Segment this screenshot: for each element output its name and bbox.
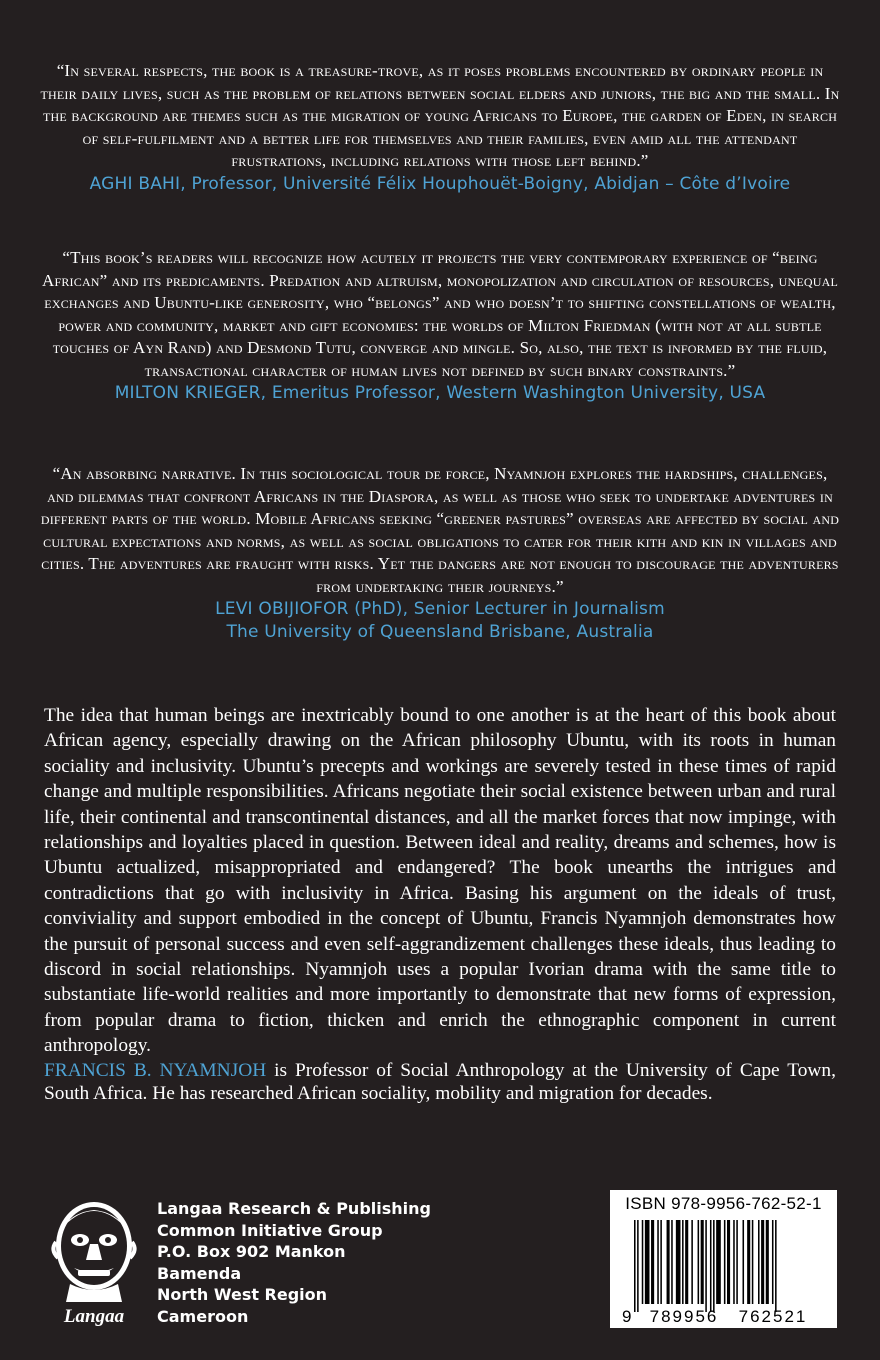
publisher-line: Langaa Research & Publishing: [157, 1199, 431, 1218]
quote-text: “This book’s readers will recognize how acutely it projects the very contemporary experience of “being African” and its predicaments. Predation and altruism, monopolization and circulation of resources, unequal exchanges and Ubuntu-like generosity, who “belongs” and who doesn’t to shifting constellations of wealth, power and community, market and gift economies: the worlds of Milton Friedman (with not at all subtle touches of Ayn Rand) and Desmond Tutu, converge and mingle. So, also, the text is informed by the fluid, transactional character of human lives not defined by such binary constraints.”: [41, 248, 838, 380]
barcode-bar: [747, 1220, 750, 1304]
barcode-bar: [651, 1220, 654, 1304]
barcode-bar: [705, 1220, 707, 1312]
quote-attribution: AGHI BAHI, Professor, Université Félix Houphouët-Boigny, Abidjan – Côte d’Ivoire: [89, 173, 791, 194]
barcode-bar: [637, 1220, 639, 1312]
barcode-bar: [743, 1220, 745, 1304]
barcode-bar: [736, 1220, 738, 1304]
barcode-bar: [657, 1220, 659, 1304]
barcode-bar: [698, 1220, 700, 1304]
barcode-bar: [671, 1220, 673, 1304]
barcode-bar: [716, 1220, 721, 1304]
barcode-bar: [724, 1220, 726, 1304]
quote-levi-obijiofor: [40, 463, 840, 644]
publisher-address: [157, 1198, 431, 1327]
isbn-barcode: [610, 1190, 837, 1328]
book-blurb: The idea that human beings are inextricably bound to one another is at the heart of this book about African agency, especially drawing on the African philosophy Ubuntu, with its roots in human sociality and inclusivity. Ubuntu’s precepts and workings are severely tested in these times of rapid change and multiple responsibilities. Africans negotiate their social existence between urban and rural life, their continental and transcontinental distances, and all the market forces that now impinge, with relationships and loyalties placed in question. Between ideal and reality, dreams and schemes, how is Ubuntu actualized, misappropriated and endangered? The book unearths the intrigues and contradictions that go with inclusivity in Africa. Basing his argument on the ideals of trust, conviviality and support embodied in the concept of Ubuntu, Francis Nyamnjoh demonstrates how the pursuit of personal success and even self-aggrandizement challenges these ideals, thus leading to discord in social relationships. Nyamnjoh uses a popular Ivorian drama with the same title to substantiate life-world realities and more importantly to demonstrate that new forms of expression, from popular drama to fiction, thicken and enrich the ethnographic component in current anthropology.: [44, 705, 836, 1057]
barcode-bar: [642, 1220, 644, 1304]
barcode-bar: [766, 1220, 769, 1304]
quote-attribution-line1: LEVI OBIJIOFOR (PhD), Senior Lecturer in Journalism: [215, 599, 665, 619]
publisher-line: P.O. Box 902 Mankon: [157, 1242, 346, 1261]
barcode-bar: [713, 1220, 715, 1312]
publisher-line: North West Region: [157, 1285, 328, 1304]
barcode-bar: [775, 1220, 777, 1312]
barcode-bar: [667, 1220, 670, 1304]
logo-wordmark: Langaa: [63, 1306, 125, 1327]
quote-milton-krieger: [40, 247, 840, 405]
quote-text: “In several respects, the book is a treasure-trove, as it poses problems encountered by ordinary people in their daily lives, such as the problem of relations between social elders and juniors, the big and the small. In the background are themes such as the migration of young Africans to Europe, the garden of Eden, in search of self-fulfilment and a better life for themselves and their families, even amid all the attendant frustrations, including relations with those left behind.”: [40, 61, 840, 170]
barcode-bar: [634, 1220, 636, 1312]
barcode-bar: [701, 1220, 704, 1304]
isbn-label: ISBN 978-9956-762-52-1: [625, 1194, 822, 1213]
barcode-bars: [610, 1190, 837, 1328]
barcode-bar: [727, 1220, 730, 1304]
barcode-bar: [761, 1220, 764, 1304]
barcode-bar: [758, 1220, 760, 1304]
quote-attribution: MILTON KRIEGER, Emeritus Professor, Western Washington University, USA: [114, 383, 766, 403]
publisher-line: Bamenda: [157, 1263, 242, 1283]
barcode-bar: [691, 1220, 693, 1304]
author-bio: [44, 1059, 836, 1105]
publisher-line: Cameroon: [157, 1306, 249, 1326]
barcode-digits-right: 762521: [738, 1307, 808, 1326]
author-bio-text: is Professor of Social Anthropology at the University of Cape Town, South Africa. He has researched African sociality, mobility and migration for decades.: [44, 1060, 836, 1104]
barcode-bar: [645, 1220, 650, 1304]
barcode-bar: [682, 1220, 684, 1304]
barcode-bar: [660, 1220, 662, 1304]
langaa-logo: [44, 1196, 144, 1330]
barcode-bar: [772, 1220, 774, 1304]
quote-attribution-line2: The University of Queensland Brisbane, Australia: [226, 622, 654, 642]
barcode-bar: [733, 1220, 735, 1304]
barcode-digit-first: 9: [622, 1307, 632, 1326]
barcode-bar: [710, 1220, 712, 1312]
author-name: FRANCIS B. NYAMNJOH: [44, 1060, 267, 1081]
barcode-bar: [685, 1220, 688, 1304]
quote-aghi-bahi: [40, 60, 840, 196]
quote-text: “An absorbing narrative. In this sociological tour de force, Nyamnjoh explores the hardships, challenges, and dilemmas that confront Africans in the Diaspora, as well as those who seek to undertake adventures in different parts of the world. Mobile Africans seeking “greener pastures” overseas are affected by social and cultural expectations and norms, as well as social obligations to cater for their kith and kin in villages and cities. The adventures are fraught with risks. Yet the dangers are not enough to discourage the adventurers from undertaking their journeys.”: [40, 464, 840, 596]
barcode-bar: [676, 1220, 681, 1304]
publisher-line: Common Initiative Group: [157, 1220, 383, 1240]
barcode-bar: [752, 1220, 754, 1304]
barcode-digits-left: 789956: [649, 1307, 719, 1326]
